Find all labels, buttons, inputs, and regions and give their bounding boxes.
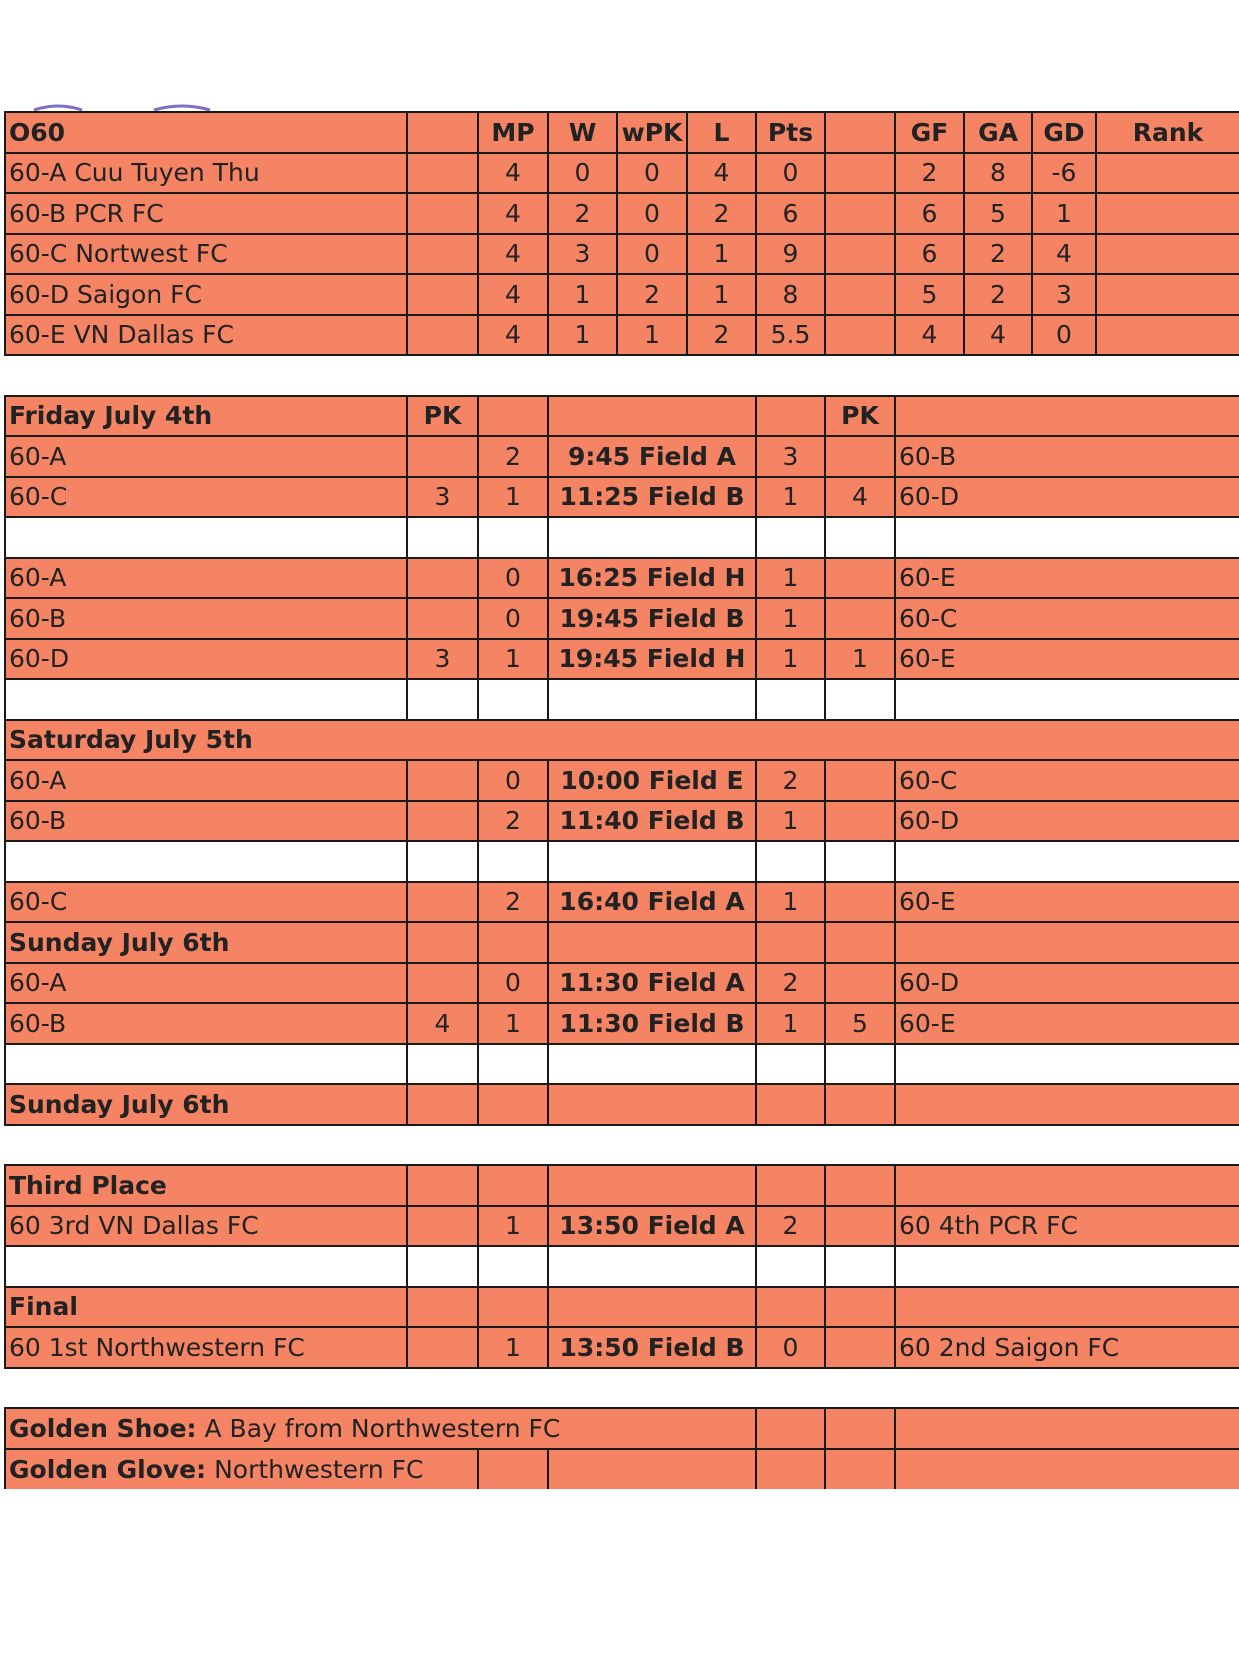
gd-value: 4: [1032, 234, 1096, 275]
score-home: 1: [478, 1327, 548, 1368]
golden-shoe-cell: [5, 1408, 756, 1449]
empty-cell: [825, 234, 895, 275]
empty-cell: [756, 922, 825, 963]
empty-cell: [548, 1449, 756, 1490]
match-row: [5, 639, 1239, 680]
pk-away: 4: [825, 477, 895, 518]
empty-cell: [895, 1449, 1239, 1490]
third-place-title: Third Place: [5, 1165, 407, 1206]
score-home: 1: [478, 1003, 548, 1044]
empty-cell: [756, 841, 825, 882]
day-label: Saturday July 5th: [5, 720, 1239, 761]
empty-cell: [407, 1246, 478, 1287]
mp-value: 4: [478, 153, 548, 194]
rank-value: [1096, 153, 1239, 194]
away-team: 60 2nd Saigon FC: [895, 1327, 1239, 1368]
score-home: 1: [478, 477, 548, 518]
gf-value: 6: [895, 193, 964, 234]
header-w: W: [548, 112, 617, 153]
empty-cell: [548, 1287, 756, 1328]
empty-cell: [478, 396, 548, 437]
day-label: Sunday July 6th: [5, 1084, 407, 1125]
header-rank: Rank: [1096, 112, 1239, 153]
standings-header-row: [5, 112, 1239, 153]
empty-cell: [478, 1449, 548, 1490]
day-label: Sunday July 6th: [5, 922, 407, 963]
mp-value: 4: [478, 193, 548, 234]
header-gf: GF: [895, 112, 964, 153]
golden-shoe-value: A Bay from Northwestern FC: [196, 1413, 561, 1443]
empty-cell: [407, 1327, 478, 1368]
blank-row: [5, 1044, 1239, 1085]
empty-cell: [825, 1206, 895, 1247]
pk-home: 3: [407, 477, 478, 518]
pk-home: [407, 963, 478, 1004]
score-home: 1: [478, 1206, 548, 1247]
empty-cell: [825, 315, 895, 356]
empty-cell: [756, 679, 825, 720]
empty-cell: [825, 922, 895, 963]
pk-away: [825, 882, 895, 923]
away-team: 60 4th PCR FC: [895, 1206, 1239, 1247]
standings-row: [5, 153, 1239, 194]
empty-cell: [756, 1246, 825, 1287]
empty-cell: [5, 1246, 407, 1287]
spacer-row: [5, 355, 1239, 396]
pk-home: [407, 558, 478, 599]
away-team: 60-B: [895, 436, 1239, 477]
blank-row: [5, 841, 1239, 882]
time-field: 13:50 Field A: [548, 1206, 756, 1247]
team-name: 60-C Nortwest FC: [5, 234, 407, 275]
final-title: Final: [5, 1287, 407, 1328]
empty-cell: [895, 1044, 1239, 1085]
home-team: 60-C: [5, 477, 407, 518]
gd-value: 1: [1032, 193, 1096, 234]
empty-cell: [548, 1165, 756, 1206]
team-name: 60-E VN Dallas FC: [5, 315, 407, 356]
golden-glove-cell: [5, 1449, 478, 1490]
score-away: 2: [756, 760, 825, 801]
empty-cell: [825, 1449, 895, 1490]
empty-cell: [756, 1408, 825, 1449]
pk-home: 3: [407, 639, 478, 680]
pk-home: 4: [407, 1003, 478, 1044]
gf-value: 2: [895, 153, 964, 194]
rank-value: [1096, 315, 1239, 356]
home-team: 60 3rd VN Dallas FC: [5, 1206, 407, 1247]
wpk-value: 0: [617, 193, 687, 234]
pts-value: 9: [756, 234, 825, 275]
pk-home: [407, 436, 478, 477]
empty-cell: [895, 841, 1239, 882]
away-team: 60-E: [895, 882, 1239, 923]
l-value: 2: [687, 193, 756, 234]
away-team: 60-D: [895, 801, 1239, 842]
w-value: 3: [548, 234, 617, 275]
standings-row: [5, 193, 1239, 234]
day-header-row: [5, 720, 1239, 761]
empty-cell: [407, 234, 478, 275]
w-value: 1: [548, 274, 617, 315]
home-team: 60-A: [5, 963, 407, 1004]
header-ga: GA: [964, 112, 1032, 153]
empty-cell: [407, 922, 478, 963]
empty-cell: [825, 1044, 895, 1085]
match-row: [5, 1003, 1239, 1044]
wpk-value: 0: [617, 234, 687, 275]
empty-cell: [5, 1044, 407, 1085]
pk-away: [825, 598, 895, 639]
empty-cell: [756, 396, 825, 437]
empty-cell: [548, 1084, 756, 1125]
pk-home: [407, 760, 478, 801]
empty-cell: [407, 1287, 478, 1328]
empty-cell: [825, 112, 895, 153]
home-team: 60-B: [5, 1003, 407, 1044]
empty-cell: [825, 274, 895, 315]
empty-cell: [895, 1287, 1239, 1328]
pts-value: 0: [756, 153, 825, 194]
header-gd: GD: [1032, 112, 1096, 153]
gd-value: -6: [1032, 153, 1096, 194]
ga-value: 2: [964, 274, 1032, 315]
time-field: 16:40 Field A: [548, 882, 756, 923]
empty-cell: [825, 1246, 895, 1287]
pk-home-header: PK: [407, 396, 478, 437]
wpk-value: 2: [617, 274, 687, 315]
score-away: 2: [756, 1206, 825, 1247]
pts-value: 5.5: [756, 315, 825, 356]
standings-row: [5, 274, 1239, 315]
empty-cell: [478, 1165, 548, 1206]
empty-cell: [825, 1287, 895, 1328]
pk-away: 1: [825, 639, 895, 680]
pk-home: [407, 801, 478, 842]
day-header-row: [5, 1084, 1239, 1125]
rank-value: [1096, 234, 1239, 275]
team-name: 60-B PCR FC: [5, 193, 407, 234]
score-home: 2: [478, 882, 548, 923]
gf-value: 5: [895, 274, 964, 315]
gd-value: 0: [1032, 315, 1096, 356]
standings-row: [5, 234, 1239, 275]
gf-value: 4: [895, 315, 964, 356]
empty-cell: [548, 922, 756, 963]
empty-cell: [548, 396, 756, 437]
ga-value: 2: [964, 234, 1032, 275]
empty-cell: [548, 679, 756, 720]
empty-cell: [756, 1449, 825, 1490]
match-row: [5, 477, 1239, 518]
home-team: 60-B: [5, 801, 407, 842]
golden-glove-label: Golden Glove:: [9, 1454, 207, 1484]
day-header-row: [5, 922, 1239, 963]
gf-value: 6: [895, 234, 964, 275]
empty-cell: [895, 517, 1239, 558]
empty-cell: [825, 1084, 895, 1125]
results-table: [4, 111, 1239, 1489]
score-away: 3: [756, 436, 825, 477]
mp-value: 4: [478, 274, 548, 315]
pk-away: [825, 760, 895, 801]
ga-value: 8: [964, 153, 1032, 194]
empty-cell: [895, 1246, 1239, 1287]
blank-row: [5, 1246, 1239, 1287]
empty-cell: [825, 517, 895, 558]
spacer-cell: [5, 355, 1239, 396]
pk-away: [825, 558, 895, 599]
spacer-row: [5, 1125, 1239, 1166]
home-team: 60-A: [5, 436, 407, 477]
score-away: 0: [756, 1327, 825, 1368]
match-row: [5, 558, 1239, 599]
team-name: 60-D Saigon FC: [5, 274, 407, 315]
header-mp: MP: [478, 112, 548, 153]
empty-cell: [478, 679, 548, 720]
empty-cell: [756, 1287, 825, 1328]
final-header-row: [5, 1287, 1239, 1328]
score-home: 0: [478, 598, 548, 639]
mp-value: 4: [478, 315, 548, 356]
day-label: Friday July 4th: [5, 396, 407, 437]
empty-cell: [548, 841, 756, 882]
golden-glove-value: Northwestern FC: [206, 1454, 424, 1484]
match-row: [5, 760, 1239, 801]
home-team: 60-C: [5, 882, 407, 923]
empty-cell: [5, 679, 407, 720]
tournament-sheet: [4, 111, 1239, 1489]
away-team: 60-C: [895, 598, 1239, 639]
pk-home: [407, 882, 478, 923]
time-field: 16:25 Field H: [548, 558, 756, 599]
score-away: 1: [756, 882, 825, 923]
rank-value: [1096, 193, 1239, 234]
score-home: 0: [478, 558, 548, 599]
team-name: 60-A Cuu Tuyen Thu: [5, 153, 407, 194]
pk-away: [825, 436, 895, 477]
score-away: 1: [756, 477, 825, 518]
empty-cell: [407, 1206, 478, 1247]
header-wpk: wPK: [617, 112, 687, 153]
header-l: L: [687, 112, 756, 153]
home-team: 60-A: [5, 558, 407, 599]
time-field: 11:40 Field B: [548, 801, 756, 842]
home-team: 60-D: [5, 639, 407, 680]
pk-away: [825, 963, 895, 1004]
empty-cell: [825, 679, 895, 720]
l-value: 1: [687, 274, 756, 315]
gd-value: 3: [1032, 274, 1096, 315]
empty-cell: [548, 1246, 756, 1287]
empty-cell: [825, 1327, 895, 1368]
match-row: [5, 436, 1239, 477]
w-value: 1: [548, 315, 617, 356]
empty-cell: [407, 517, 478, 558]
award-row: [5, 1408, 1239, 1449]
score-away: 1: [756, 801, 825, 842]
l-value: 1: [687, 234, 756, 275]
w-value: 0: [548, 153, 617, 194]
empty-cell: [478, 1044, 548, 1085]
time-field: 11:30 Field A: [548, 963, 756, 1004]
score-home: 0: [478, 760, 548, 801]
empty-cell: [5, 517, 407, 558]
empty-cell: [825, 1165, 895, 1206]
empty-cell: [825, 193, 895, 234]
empty-cell: [407, 679, 478, 720]
empty-cell: [756, 517, 825, 558]
score-away: 1: [756, 558, 825, 599]
empty-cell: [756, 1044, 825, 1085]
match-row: [5, 963, 1239, 1004]
empty-cell: [825, 1408, 895, 1449]
time-field: 9:45 Field A: [548, 436, 756, 477]
ga-value: 4: [964, 315, 1032, 356]
empty-cell: [407, 1044, 478, 1085]
empty-cell: [407, 1165, 478, 1206]
score-away: 1: [756, 1003, 825, 1044]
blank-row: [5, 517, 1239, 558]
score-home: 2: [478, 436, 548, 477]
home-team: 60-A: [5, 760, 407, 801]
time-field: 13:50 Field B: [548, 1327, 756, 1368]
empty-cell: [895, 396, 1239, 437]
pk-home: [407, 598, 478, 639]
rank-value: [1096, 274, 1239, 315]
empty-cell: [756, 1165, 825, 1206]
empty-cell: [478, 1084, 548, 1125]
spacer-row: [5, 1368, 1239, 1409]
empty-cell: [478, 1287, 548, 1328]
wpk-value: 0: [617, 153, 687, 194]
golden-shoe-label: Golden Shoe:: [9, 1413, 197, 1443]
time-field: 10:00 Field E: [548, 760, 756, 801]
empty-cell: [407, 841, 478, 882]
empty-cell: [5, 841, 407, 882]
empty-cell: [407, 274, 478, 315]
away-team: 60-E: [895, 1003, 1239, 1044]
mp-value: 4: [478, 234, 548, 275]
empty-cell: [407, 1084, 478, 1125]
pts-value: 8: [756, 274, 825, 315]
l-value: 2: [687, 315, 756, 356]
empty-cell: [478, 517, 548, 558]
match-row: [5, 882, 1239, 923]
empty-cell: [825, 153, 895, 194]
third-place-header-row: [5, 1165, 1239, 1206]
standings-row: [5, 315, 1239, 356]
l-value: 4: [687, 153, 756, 194]
blank-row: [5, 679, 1239, 720]
away-team: 60-E: [895, 558, 1239, 599]
time-field: 11:30 Field B: [548, 1003, 756, 1044]
empty-cell: [825, 841, 895, 882]
score-home: 2: [478, 801, 548, 842]
wpk-value: 1: [617, 315, 687, 356]
group-label: O60: [5, 112, 407, 153]
time-field: 19:45 Field B: [548, 598, 756, 639]
award-row: [5, 1449, 1239, 1490]
score-away: 1: [756, 639, 825, 680]
day-header-row: [5, 396, 1239, 437]
empty-cell: [407, 153, 478, 194]
empty-cell: [895, 1084, 1239, 1125]
score-home: 0: [478, 963, 548, 1004]
pk-away: [825, 801, 895, 842]
empty-cell: [478, 841, 548, 882]
empty-cell: [895, 679, 1239, 720]
w-value: 2: [548, 193, 617, 234]
score-away: 1: [756, 598, 825, 639]
empty-cell: [895, 922, 1239, 963]
empty-cell: [756, 1084, 825, 1125]
empty-cell: [548, 1044, 756, 1085]
header-pts: Pts: [756, 112, 825, 153]
spacer-cell: [5, 1125, 1239, 1166]
empty-cell: [478, 922, 548, 963]
home-team: 60-B: [5, 598, 407, 639]
away-team: 60-D: [895, 963, 1239, 1004]
away-team: 60-D: [895, 477, 1239, 518]
time-field: 19:45 Field H: [548, 639, 756, 680]
match-row: [5, 801, 1239, 842]
match-row: [5, 1206, 1239, 1247]
empty-cell: [407, 193, 478, 234]
empty-cell: [407, 112, 478, 153]
pk-away: 5: [825, 1003, 895, 1044]
empty-cell: [407, 315, 478, 356]
score-away: 2: [756, 963, 825, 1004]
spacer-cell: [5, 1368, 1239, 1409]
pts-value: 6: [756, 193, 825, 234]
score-home: 1: [478, 639, 548, 680]
time-field: 11:25 Field B: [548, 477, 756, 518]
away-team: 60-C: [895, 760, 1239, 801]
match-row: [5, 598, 1239, 639]
empty-cell: [548, 517, 756, 558]
empty-cell: [478, 1246, 548, 1287]
away-team: 60-E: [895, 639, 1239, 680]
home-team: 60 1st Northwestern FC: [5, 1327, 407, 1368]
empty-cell: [895, 1408, 1239, 1449]
pk-away-header: PK: [825, 396, 895, 437]
match-row: [5, 1327, 1239, 1368]
empty-cell: [895, 1165, 1239, 1206]
ga-value: 5: [964, 193, 1032, 234]
